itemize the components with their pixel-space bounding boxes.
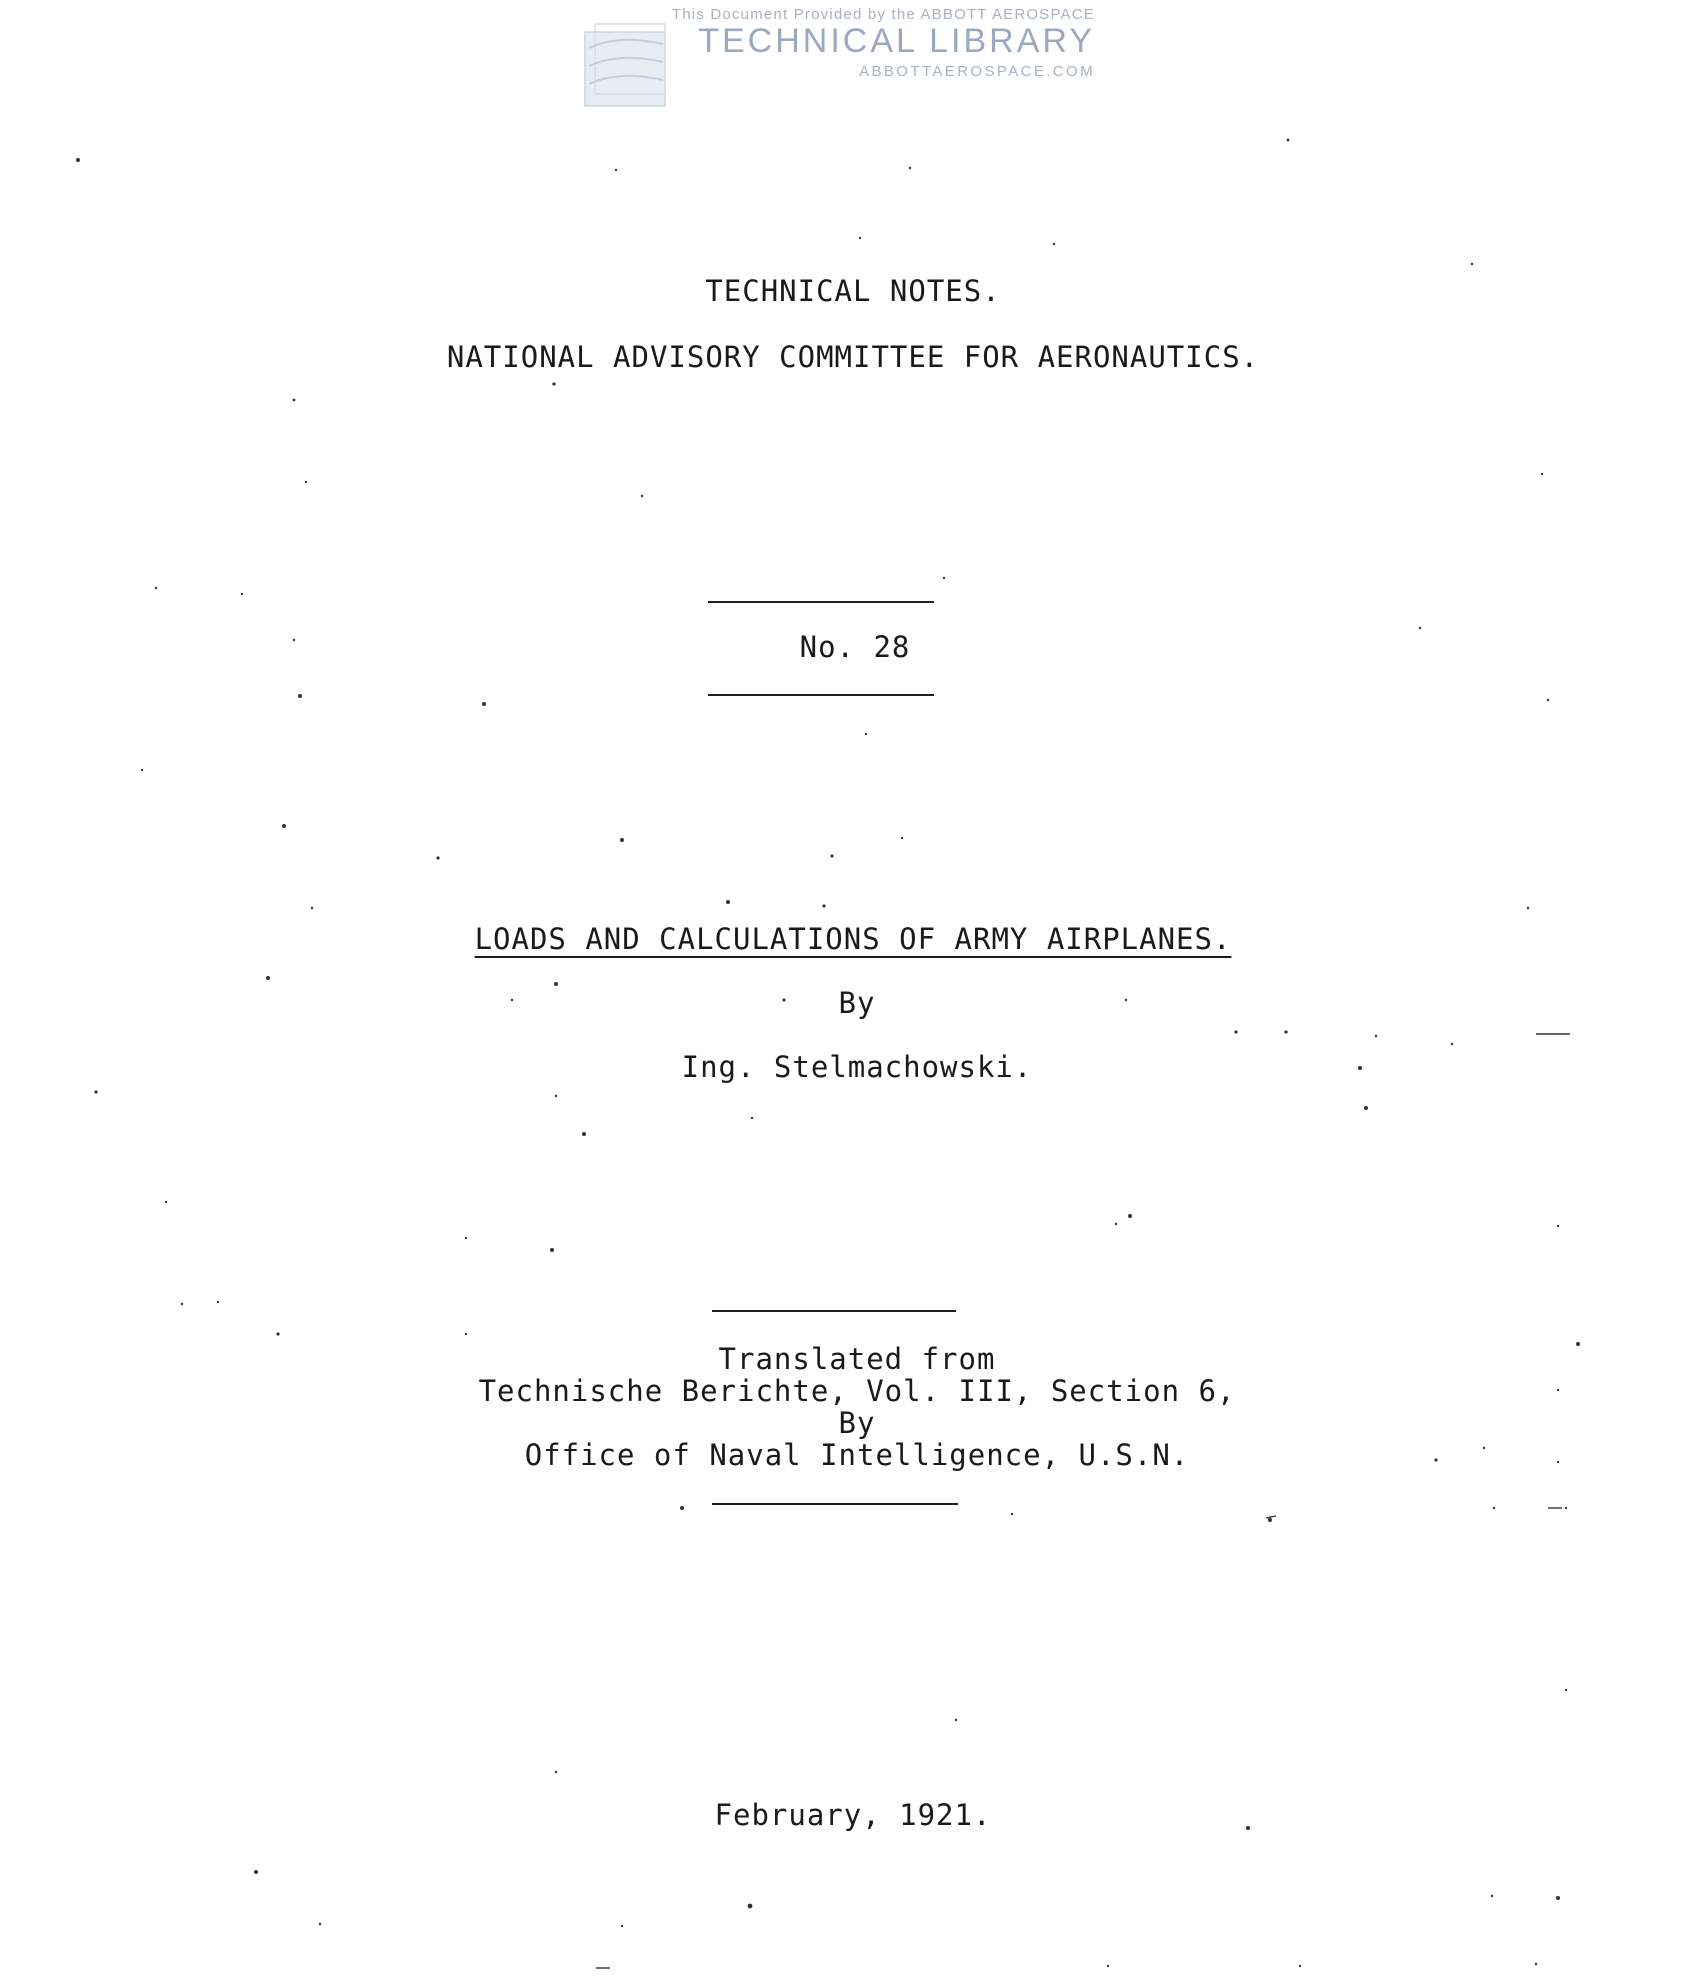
watermark-site: ABBOTTAEROSPACE.COM	[859, 63, 1095, 80]
publication-date: February, 1921.	[714, 1798, 992, 1832]
source-publication: Technische Berichte, Vol. III, Section 6,	[478, 1374, 1236, 1408]
number-top-rule	[708, 601, 934, 603]
watermark-provided-by: This Document Provided by the ABBOTT AEROSPACE	[671, 6, 1095, 23]
by-label: By	[838, 986, 876, 1020]
note-number: No. 28	[799, 630, 911, 664]
translated-from: Translated from	[718, 1342, 996, 1376]
translator-office: Office of Naval Intelligence, U.S.N.	[524, 1438, 1190, 1472]
translation-bottom-rule	[712, 1503, 958, 1505]
watermark-title: TECHNICAL LIBRARY	[698, 22, 1095, 60]
number-bottom-rule	[708, 694, 934, 696]
watermark-header	[575, 6, 1095, 116]
translation-by: By	[838, 1406, 876, 1440]
series-heading: TECHNICAL NOTES.	[705, 274, 1001, 308]
document-title: LOADS AND CALCULATIONS OF ARMY AIRPLANES.	[474, 922, 1232, 956]
author-name: Ing. Stelmachowski.	[681, 1050, 1033, 1084]
translation-top-rule	[712, 1310, 956, 1312]
committee-heading: NATIONAL ADVISORY COMMITTEE FOR AERONAUTICS.	[446, 340, 1260, 374]
